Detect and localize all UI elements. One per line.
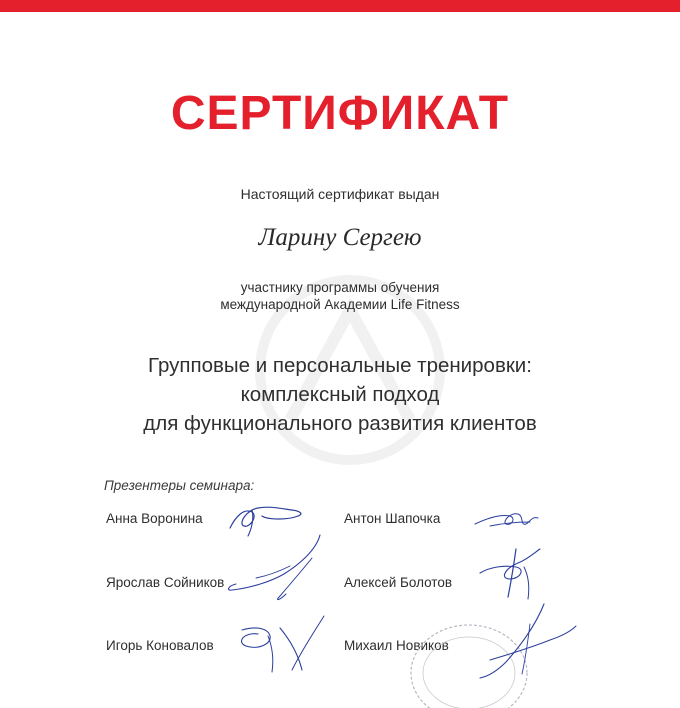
presenter-name: Игорь Коновалов <box>106 638 214 653</box>
course-line-3: для функционального развития клиентов <box>143 412 537 435</box>
participant-text <box>0 279 680 313</box>
presenter-name: Антон Шапочка <box>344 511 441 526</box>
presenter-name: Михаил Новиков <box>344 638 449 653</box>
participant-line-1: участнику программы обучения <box>240 280 440 295</box>
course-line-2: комплексный подход <box>240 383 440 406</box>
participant-line-2: международной Академии Life Fitness <box>220 297 460 312</box>
presenter-name: Алексей Болотов <box>344 575 453 590</box>
signature-konovalov <box>228 610 338 675</box>
presenter-name: Ярослав Сойников <box>106 575 225 590</box>
signature-shapochka <box>470 504 545 534</box>
presenters-heading: Презентеры семинара: <box>104 478 255 493</box>
issued-text: Настоящий сертификат выдан <box>240 186 440 202</box>
course-title <box>0 351 680 438</box>
certificate-title: СЕРТИФИКАТ <box>170 87 510 140</box>
signature-soynikov <box>220 530 330 605</box>
signature-novikov <box>470 600 580 680</box>
presenter-name: Анна Воронина <box>106 511 203 526</box>
course-line-1: Групповые и персональные тренировки: <box>148 354 532 377</box>
signature-bolotov <box>470 545 550 605</box>
recipient-name: Ларину Сергею <box>258 224 422 251</box>
top-red-band <box>0 0 680 12</box>
